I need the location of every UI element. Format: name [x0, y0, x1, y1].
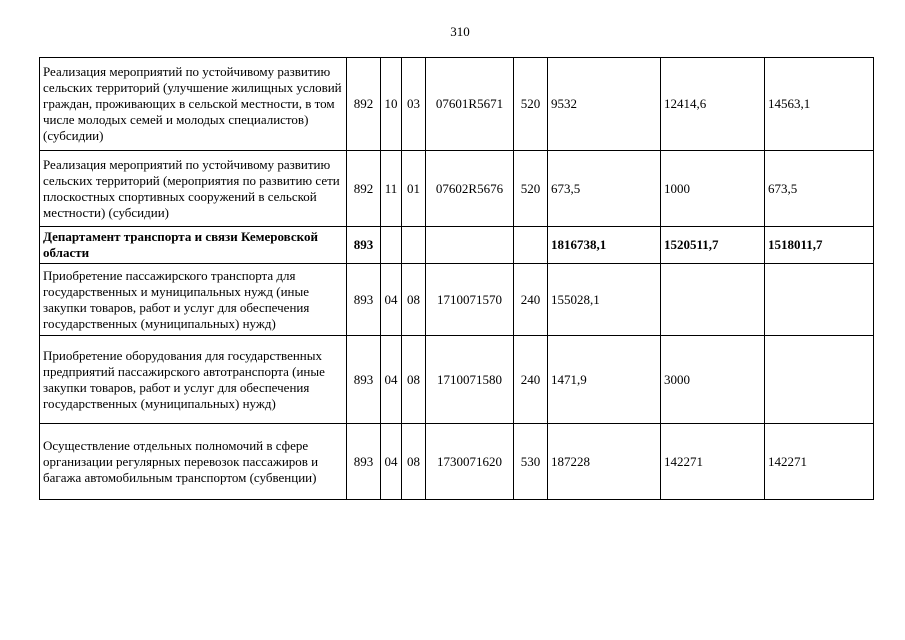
row-rz: 04 — [381, 424, 402, 500]
row-amount-3: 673,5 — [765, 151, 874, 227]
row-ved: 893 — [347, 227, 381, 264]
row-ved: 893 — [347, 424, 381, 500]
row-name: Приобретение пассажирского транспорта для государственных и муниципальных нужд (иные закупки товаров, работ и услуг для обеспечения государственных (муниципальных) нужд) — [40, 264, 347, 336]
row-amount-3: 14563,1 — [765, 58, 874, 151]
row-rz — [381, 227, 402, 264]
row-ved: 893 — [347, 336, 381, 424]
row-rz: 10 — [381, 58, 402, 151]
row-rz: 11 — [381, 151, 402, 227]
budget-table — [39, 57, 874, 500]
row-amount-3: 142271 — [765, 424, 874, 500]
row-name: Реализация мероприятий по устойчивому развитию сельских территорий (улучшение жилищных условий граждан, проживающих в сельской местности, в том числе молодых семей и молодых специалистов) (субсидии) — [40, 58, 347, 151]
row-ved: 892 — [347, 151, 381, 227]
row-cs: 1730071620 — [426, 424, 514, 500]
row-vr: 520 — [514, 151, 548, 227]
row-pr: 08 — [402, 424, 426, 500]
row-vr: 530 — [514, 424, 548, 500]
table-row — [40, 424, 874, 500]
row-cs: 07602R5676 — [426, 151, 514, 227]
row-amount-2: 12414,6 — [661, 58, 765, 151]
row-amount-1: 1816738,1 — [548, 227, 661, 264]
row-amount-2: 1000 — [661, 151, 765, 227]
table-row — [40, 151, 874, 227]
table-row — [40, 336, 874, 424]
row-pr: 01 — [402, 151, 426, 227]
row-amount-2: 3000 — [661, 336, 765, 424]
row-vr: 520 — [514, 58, 548, 151]
row-cs: 07601R5671 — [426, 58, 514, 151]
row-pr — [402, 227, 426, 264]
row-ved: 893 — [347, 264, 381, 336]
row-amount-2: 142271 — [661, 424, 765, 500]
row-amount-1: 1471,9 — [548, 336, 661, 424]
row-pr: 08 — [402, 264, 426, 336]
page-number: 310 — [450, 24, 470, 39]
row-vr — [514, 227, 548, 264]
row-rz: 04 — [381, 264, 402, 336]
row-pr: 08 — [402, 336, 426, 424]
row-amount-1: 9532 — [548, 58, 661, 151]
row-name: Осуществление отдельных полномочий в сфере организации регулярных перевозок пассажиров и багажа автомобильным транспортом (субвенции) — [40, 424, 347, 500]
row-amount-3 — [765, 336, 874, 424]
table-row — [40, 264, 874, 336]
row-pr: 03 — [402, 58, 426, 151]
row-amount-1: 155028,1 — [548, 264, 661, 336]
row-amount-2 — [661, 264, 765, 336]
row-name: Реализация мероприятий по устойчивому развитию сельских территорий (мероприятия по развитию сети плоскостных спортивных сооружений в сельской местности) (субсидии) — [40, 151, 347, 227]
row-amount-1: 673,5 — [548, 151, 661, 227]
row-vr: 240 — [514, 336, 548, 424]
row-amount-1: 187228 — [548, 424, 661, 500]
row-name: Департамент транспорта и связи Кемеровской области — [40, 227, 347, 264]
table-row-department — [40, 227, 874, 264]
table-row — [40, 58, 874, 151]
row-cs: 1710071570 — [426, 264, 514, 336]
row-rz: 04 — [381, 336, 402, 424]
row-vr: 240 — [514, 264, 548, 336]
row-amount-3 — [765, 264, 874, 336]
row-cs: 1710071580 — [426, 336, 514, 424]
row-amount-2: 1520511,7 — [661, 227, 765, 264]
row-cs — [426, 227, 514, 264]
row-name: Приобретение оборудования для государственных предприятий пассажирского автотранспорта (иные закупки товаров, работ и услуг для обеспечения государственных (муниципальных) нужд) — [40, 336, 347, 424]
row-ved: 892 — [347, 58, 381, 151]
row-amount-3: 1518011,7 — [765, 227, 874, 264]
